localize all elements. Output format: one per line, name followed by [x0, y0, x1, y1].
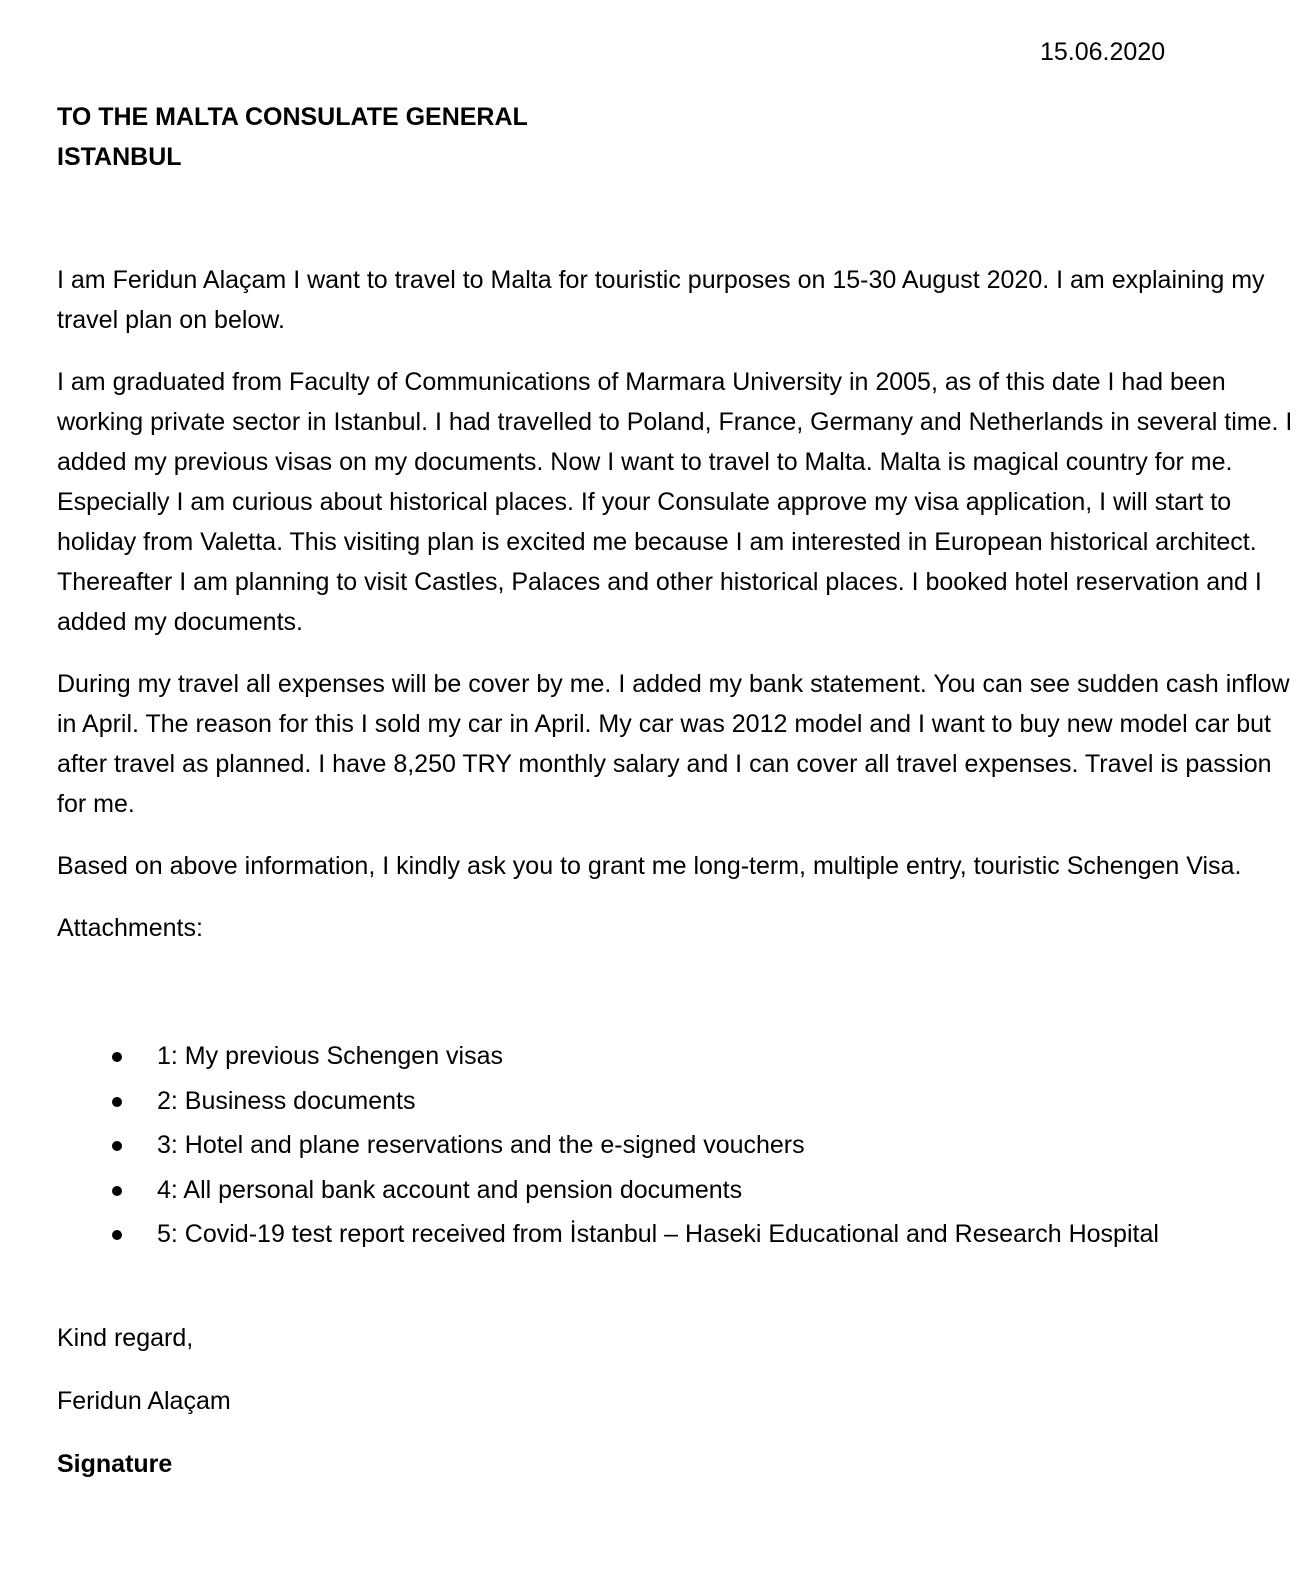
paragraph-expenses: During my travel all expenses will be cover by me. I added my bank statement. You can see sudden cash inflow in April. The reason for this I sold my car in April. My car was 2012 model and I want to buy new model car but after travel as planned. I have 8,250 TRY monthly salary and I can cover all travel expenses. Travel is passion for me.: [57, 670, 1290, 818]
attachment-label: 4: All personal bank account and pension documents: [157, 1175, 743, 1204]
bullet-icon: [112, 1186, 122, 1196]
attachment-label: 1: My previous Schengen visas: [157, 1042, 504, 1070]
list-item: [100, 1034, 1159, 1079]
letter-date: 15.06.2020: [1040, 38, 1166, 66]
bullet-icon: [112, 1141, 122, 1151]
paragraph-request: Based on above information, I kindly ask you to grant me long-term, multiple entry, touristic Schengen Visa.: [57, 852, 1242, 880]
paragraph-intro: I am Feridun Alaçam I want to travel to Malta for touristic purposes on 15-30 August 2020. I am explaining my travel plan on below.: [57, 266, 1265, 334]
recipient-block: [57, 97, 528, 177]
bullet-icon: [112, 1052, 122, 1062]
attachments-list: [100, 1034, 1159, 1257]
paragraph-background: I am graduated from Faculty of Communications of Marmara University in 2005, as of this date I had been working private sector in Istanbul. I had travelled to Poland, France, Germany and Netherlands in several time. I added my previous visas on my documents. Now I want to travel to Malta. Malta is magical country for me. Especially I am curious about historical places. If your Consulate approve my visa application, I will start to holiday from Valetta. This visiting plan is excited me because I am interested in European historical architect. Thereafter I am planning to visit Castles, Palaces and other historical places. I booked hotel reservation and I added my documents.: [57, 368, 1293, 636]
letter-body: [57, 260, 1305, 970]
list-item: [100, 1079, 1159, 1124]
sender-name: Feridun Alaçam: [57, 1387, 231, 1415]
list-item: [100, 1168, 1159, 1213]
signature-label: Signature: [57, 1450, 173, 1478]
list-item: [100, 1123, 1159, 1168]
attachment-label: 3: Hotel and plane reservations and the e-signed vouchers: [157, 1131, 805, 1159]
attachment-label: 5: Covid-19 test report received from İstanbul – Haseki Educational and Research Hospital: [157, 1220, 1159, 1248]
attachment-label: 2: Business documents: [157, 1086, 416, 1115]
recipient-line-1: TO THE MALTA CONSULATE GENERAL: [57, 103, 528, 131]
bullet-icon: [112, 1230, 122, 1240]
attachments-heading: Attachments:: [57, 914, 203, 942]
recipient-line-2: ISTANBUL: [57, 143, 182, 171]
list-item: [100, 1212, 1159, 1257]
closing-salutation: Kind regard,: [57, 1324, 194, 1352]
bullet-icon: [112, 1097, 122, 1107]
